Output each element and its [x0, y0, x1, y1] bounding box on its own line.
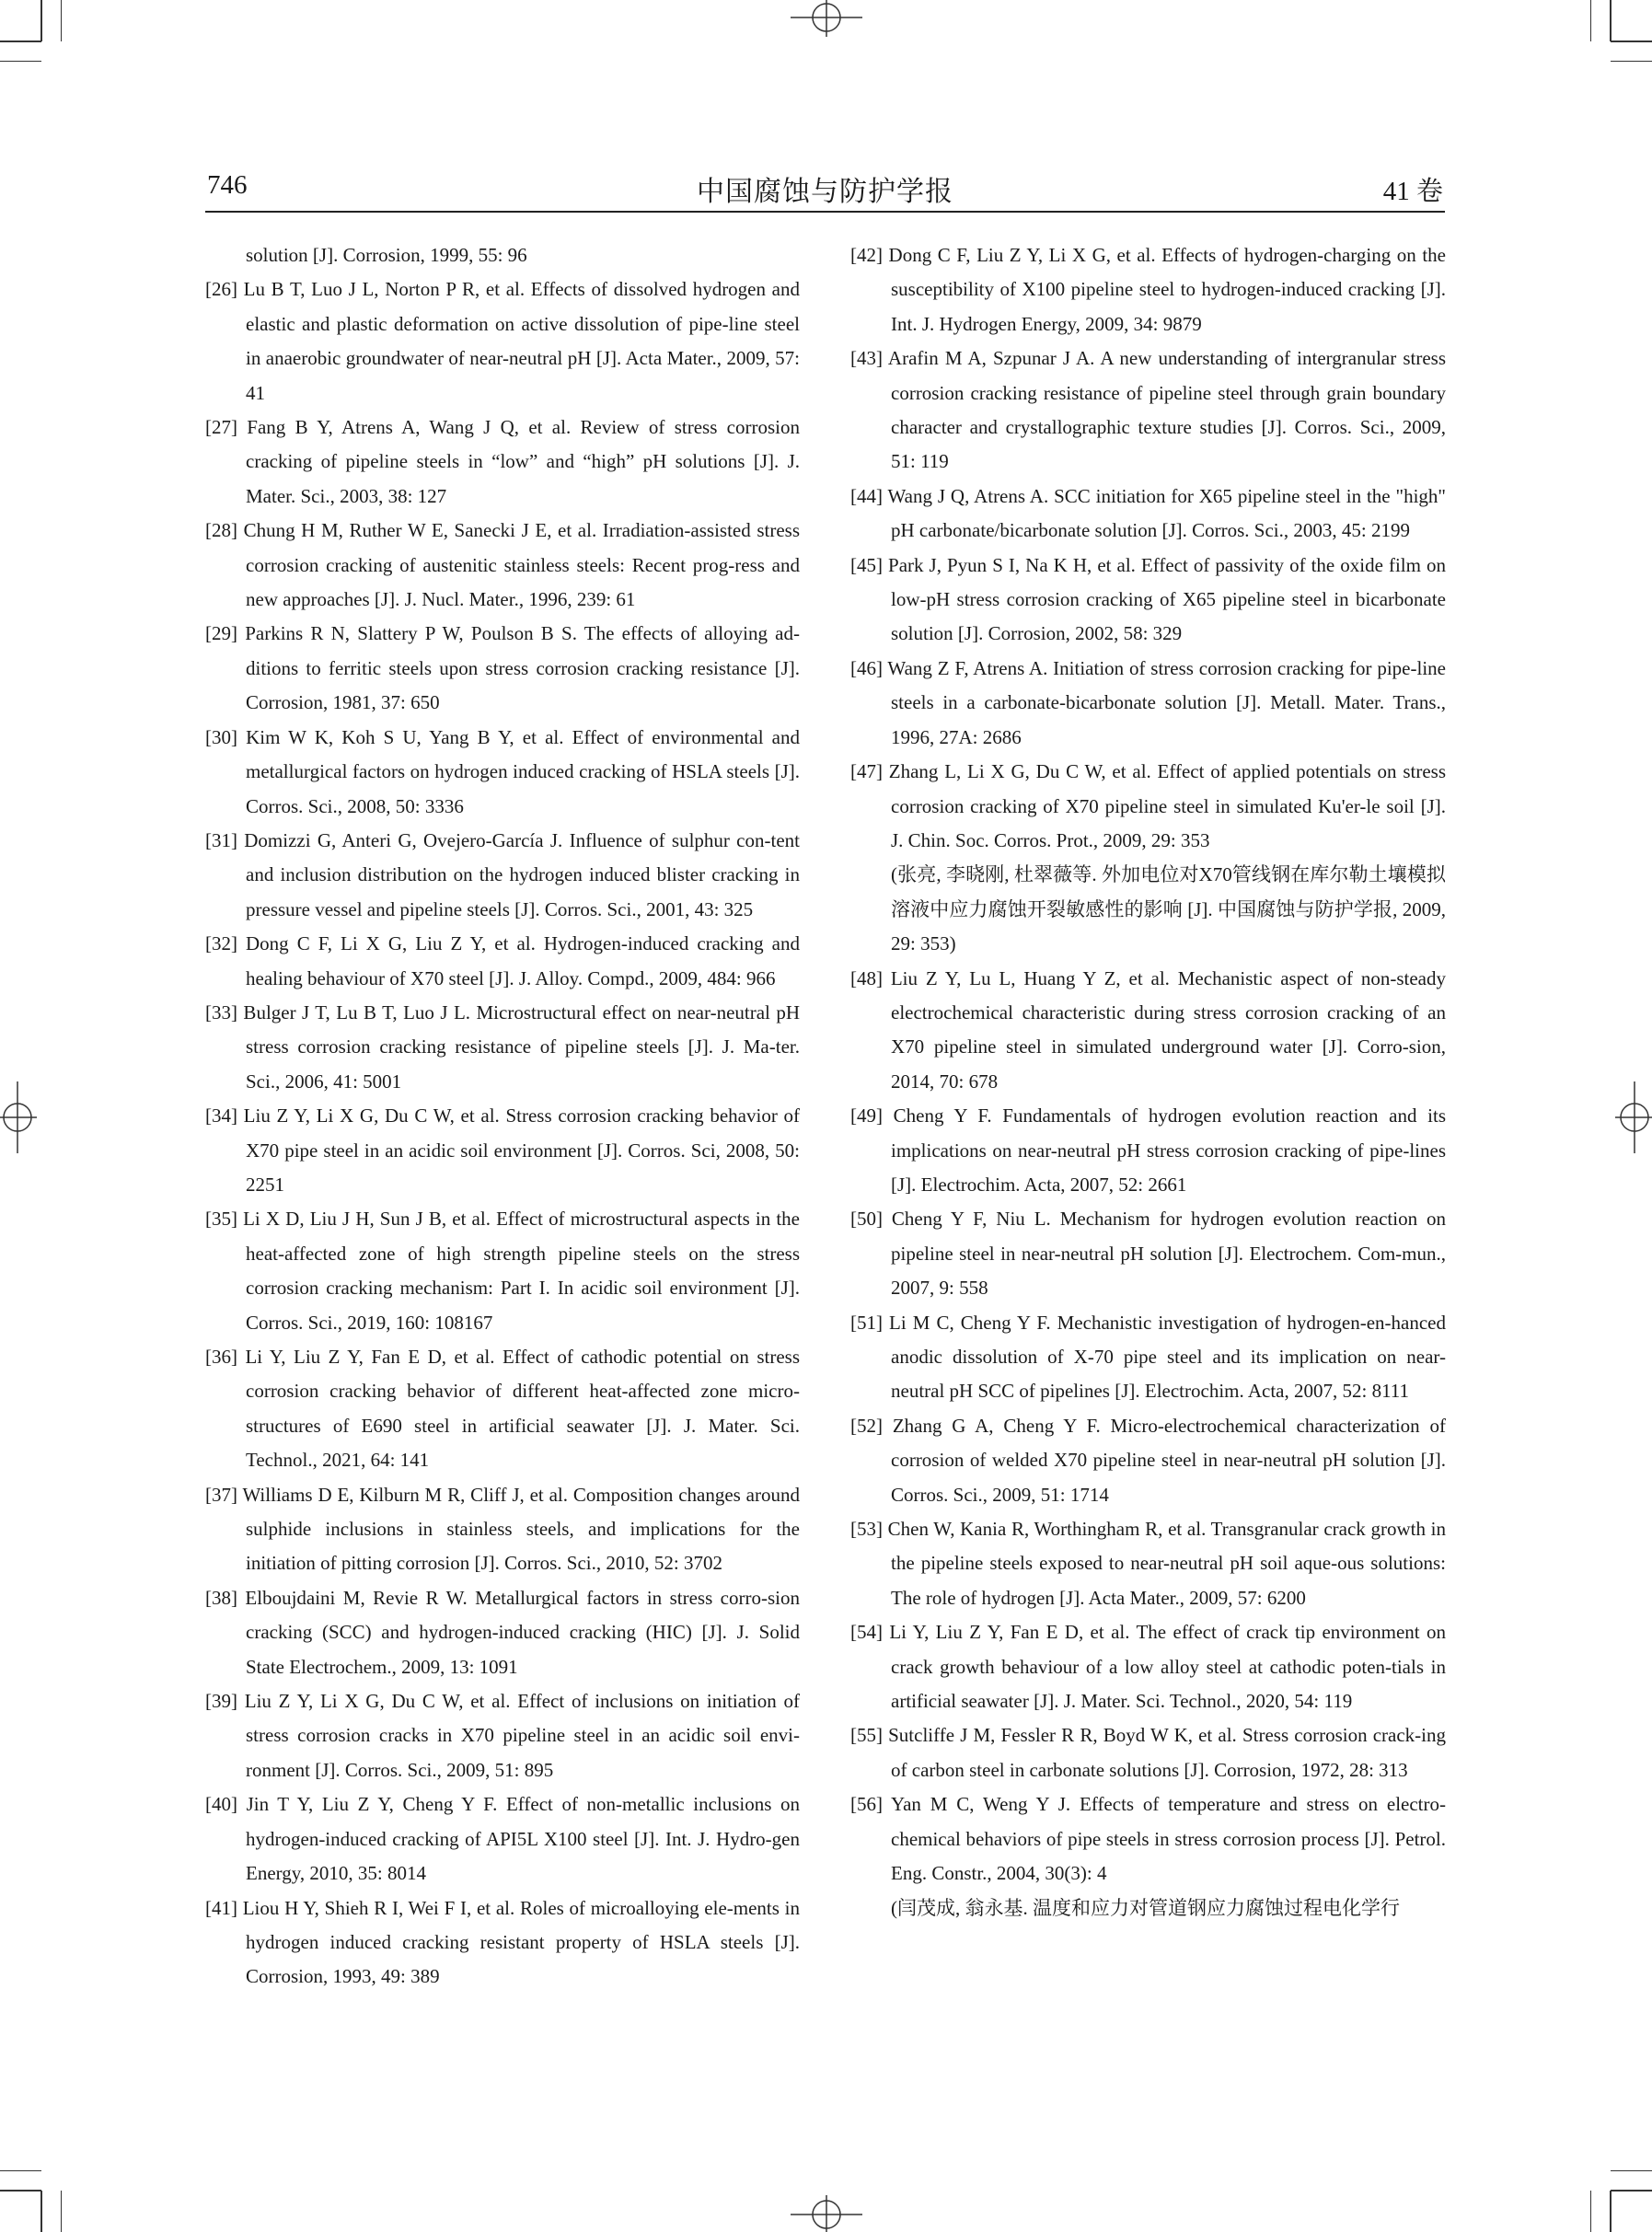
references-left-column: [205, 238, 800, 1995]
crop-mark: [1590, 2191, 1591, 2232]
crop-mark: [40, 2191, 42, 2232]
reference-entry: [35] Li X D, Liu J H, Sun J B, et al. Effect of microstructural aspects in the heat-affected zone of high strength pipeline steels on the stress corrosion cracking mechanism: Part I. In acidic soil environment [J]. Corros. Sci., 2019, 160: 108167: [205, 1208, 800, 1334]
reference-entry: [31] Domizzi G, Anteri G, Ovejero-García J. Influence of sulphur con-tent and inclusion distribution on the hydrogen induced blister cracking in pressure vessel and pipeline steels [J]. Corros. Sci., 2001, 43: 325: [205, 828, 800, 920]
reference-entry: [29] Parkins R N, Slattery P W, Poulson B S. The effects of alloying ad-ditions to ferritic steels upon stress corrosion cracking resistance [J]. Corrosion, 1981, 37: 650: [205, 622, 800, 714]
reference-entry: [42] Dong C F, Liu Z Y, Li X G, et al. Effects of hydrogen-charging on the susceptibility of X100 pipeline steel to hydrogen-induced cracking [J]. Int. J. Hydrogen Energy, 2009, 34: 9879: [850, 244, 1446, 335]
crop-mark: [1610, 2191, 1612, 2232]
references-right-column: [850, 238, 1446, 1926]
registration-mark-icon: [791, 0, 862, 37]
crop-mark: [0, 40, 41, 42]
reference-entry: [48] Liu Z Y, Lu L, Huang Y Z, et al. Mechanistic aspect of non-steady electrochemical characteristic during stress corrosion cracking of an X70 pipeline steel in simulated underground water [J]. Corro-sion, 2014, 70: 678: [850, 966, 1446, 1093]
reference-entry: [28] Chung H M, Ruther W E, Sanecki J E, et al. Irradiation-assisted stress corrosion cracking of austenitic stainless steels: Recent prog-ress and new approaches [J]. J. Nucl. Mater., 1996, 239: 61: [205, 519, 800, 611]
crop-mark: [61, 0, 62, 41]
crop-mark: [0, 2170, 41, 2171]
crop-mark: [1611, 40, 1652, 42]
reference-entry: [49] Cheng Y F. Fundamentals of hydrogen evolution reaction and its implications on near-neutral pH stress corrosion cracking of pipe-lines [J]. Electrochim. Acta, 2007, 52: 2661: [850, 1104, 1446, 1196]
crop-mark: [1590, 0, 1591, 41]
registration-mark-icon: [1615, 1081, 1652, 1153]
crop-mark: [0, 2190, 41, 2192]
reference-entry: [40] Jin T Y, Liu Z Y, Cheng Y F. Effect of non-metallic inclusions on hydrogen-induced cracking of API5L X100 steel [J]. Int. J. Hydro-gen Energy, 2010, 35: 8014: [205, 1793, 800, 1885]
reference-entry: [53] Chen W, Kania R, Worthingham R, et al. Transgranular crack growth in the pipeline steels exposed to near-neutral pH soil aque-ous solutions: The role of hydrogen [J]. Acta Mater., 2009, 57: 6200: [850, 1518, 1446, 1609]
running-header: [205, 167, 1445, 213]
reference-entry: [38] Elboujdaini M, Revie R W. Metallurgical factors in stress corro-sion cracking (SCC) and hydrogen-induced cracking (HIC) [J]. J. Solid State Electrochem., 2009, 13: 1091: [205, 1586, 800, 1678]
reference-entry: [54] Li Y, Liu Z Y, Fan E D, et al. The effect of crack tip environment on crack growth behaviour of a low alloy steel at cathodic poten-tials in artificial seawater [J]. J. Mater. Sci. Technol., 2020, 54: 119: [850, 1621, 1446, 1713]
reference-entry: [27] Fang B Y, Atrens A, Wang J Q, et al. Review of stress corrosion cracking of pipeline steels in “low” and “high” pH solutions [J]. J. Mater. Sci., 2003, 38: 127: [205, 416, 800, 507]
reference-entry: [46] Wang Z F, Atrens A. Initiation of stress corrosion cracking for pipe-line steels in a carbonate-bicarbonate solution [J]. Metall. Mater. Trans., 1996, 27A: 2686: [850, 656, 1446, 748]
reference-translation: (闫茂成, 翁永基. 温度和应力对管道钢应力腐蚀过程电化学行: [891, 1896, 1400, 1919]
reference-entry: [33] Bulger J T, Lu B T, Luo J L. Microstructural effect on near-neutral pH stress corrosion cracking resistance of pipeline steels [J]. J. Ma-ter. Sci., 2006, 41: 5001: [205, 1000, 800, 1093]
crop-mark: [61, 2191, 62, 2232]
reference-entry: [45] Park J, Pyun S I, Na K H, et al. Effect of passivity of the oxide film on low-pH stress corrosion cracking of X65 pipeline steel in bicarbonate solution [J]. Corrosion, 2002, 58: 329: [850, 553, 1446, 645]
crop-mark: [1611, 2190, 1652, 2192]
reference-entry: [56] Yan M C, Weng Y J. Effects of temperature and stress on electro-chemical behaviors of pipe steels in stress corrosion process [J]. Petrol. Eng. Constr., 2004, 30(3): 4: [850, 1793, 1446, 1885]
reference-entry: [43] Arafin M A, Szpunar J A. A new understanding of intergranular stress corrosion cracking resistance of pipeline steel through grain boundary character and crystallographic texture studies [J]. Corros. Sci., 2009, 51: 119: [850, 347, 1446, 473]
page-number: 746: [207, 170, 248, 200]
crop-mark: [40, 0, 42, 41]
reference-entry: [34] Liu Z Y, Li X G, Du C W, et al. Stress corrosion cracking behavior of X70 pipe steel in an acidic soil environment [J]. Corros. Sci, 2008, 50: 2251: [205, 1104, 800, 1196]
reference-entry: [37] Williams D E, Kilburn M R, Cliff J, et al. Composition changes around sulphide inclusions in stainless steels, and implications for the initiation of pitting corrosion [J]. Corros. Sci., 2010, 52: 3702: [205, 1483, 800, 1575]
reference-entry: [30] Kim W K, Koh S U, Yang B Y, et al. Effect of environmental and metallurgical factors on hydrogen induced cracking of HSLA steels [J]. Corros. Sci., 2008, 50: 3336: [205, 725, 800, 817]
reference-entry: [26] Lu B T, Luo J L, Norton P R, et al. Effects of dissolved hydrogen and elastic and plastic deformation on active dissolution of pipe-line steel in anaerobic groundwater of near-neutral pH [J]. Acta Mater., 2009, 57: 41: [205, 278, 800, 404]
reference-entry: [52] Zhang G A, Cheng Y F. Micro-electrochemical characterization of corrosion of welded X70 pipeline steel in near-neutral pH solution [J]. Corros. Sci., 2009, 51: 1714: [850, 1414, 1446, 1506]
registration-mark-icon: [791, 2195, 862, 2232]
reference-entry: solution [J]. Corrosion, 1999, 55: 96: [246, 244, 527, 266]
reference-entry: [41] Liou H Y, Shieh R I, Wei F I, et al. Roles of microalloying ele-ments in hydrogen induced cracking resistant property of HSLA steels [J]. Corrosion, 1993, 49: 389: [205, 1896, 800, 1988]
crop-mark: [1611, 2170, 1652, 2171]
crop-mark: [1611, 61, 1652, 62]
volume-label: 41 卷: [1382, 177, 1443, 206]
crop-mark: [0, 61, 41, 62]
reference-entry: [39] Liu Z Y, Li X G, Du C W, et al. Effect of inclusions on initiation of stress corrosion cracks in X70 pipeline steel in an acidic soil envi-ronment [J]. Corros. Sci., 2009, 51: 895: [205, 1690, 800, 1781]
reference-entry: [51] Li M C, Cheng Y F. Mechanistic investigation of hydrogen-en-hanced anodic dissolution of X-70 pipe steel and its implication on near-neutral pH SCC of pipelines [J]. Electrochim. Acta, 2007, 52: 8111: [850, 1311, 1446, 1403]
reference-translation: (张亮, 李晓刚, 杜翠薇等. 外加电位对X70管线钢在库尔勒土壤模拟溶液中应力腐蚀开裂敏感性的影响 [J]. 中国腐蚀与防护学报, 2009, 29: 353): [891, 863, 1446, 955]
reference-entry: [47] Zhang L, Li X G, Du C W, et al. Effect of applied potentials on stress corrosion cracking of X70 pipeline steel in simulated Ku'er-le soil [J]. J. Chin. Soc. Corros. Prot., 2009, 29: 353: [850, 760, 1446, 851]
reference-entry: [32] Dong C F, Li X G, Liu Z Y, et al. Hydrogen-induced cracking and healing behaviour of X70 steel [J]. J. Alloy. Compd., 2009, 484: 966: [205, 932, 800, 989]
registration-mark-icon: [0, 1081, 37, 1153]
reference-entry: [36] Li Y, Liu Z Y, Fan E D, et al. Effect of cathodic potential on stress corrosion cracking behavior of different heat-affected zone micro-structures of E690 steel in artificial seawater [J]. J. Mater. Sci. Technol., 2021, 64: 141: [205, 1346, 800, 1472]
journal-title: 中国腐蚀与防护学报: [697, 177, 953, 207]
reference-entry: [44] Wang J Q, Atrens A. SCC initiation for X65 pipeline steel in the "high" pH carbonate/bicarbonate solution [J]. Corros. Sci., 2003, 45: 2199: [850, 484, 1446, 542]
reference-entry: [50] Cheng Y F, Niu L. Mechanism for hydrogen evolution reaction on pipeline steel in near-neutral pH solution [J]. Electrochem. Com-mun., 2007, 9: 558: [850, 1208, 1446, 1300]
reference-entry: [55] Sutcliffe J M, Fessler R R, Boyd W K, et al. Stress corrosion crack-ing of carbon steel in carbonate solutions [J]. Corrosion, 1972, 28: 313: [850, 1724, 1446, 1781]
crop-mark: [1610, 0, 1612, 41]
